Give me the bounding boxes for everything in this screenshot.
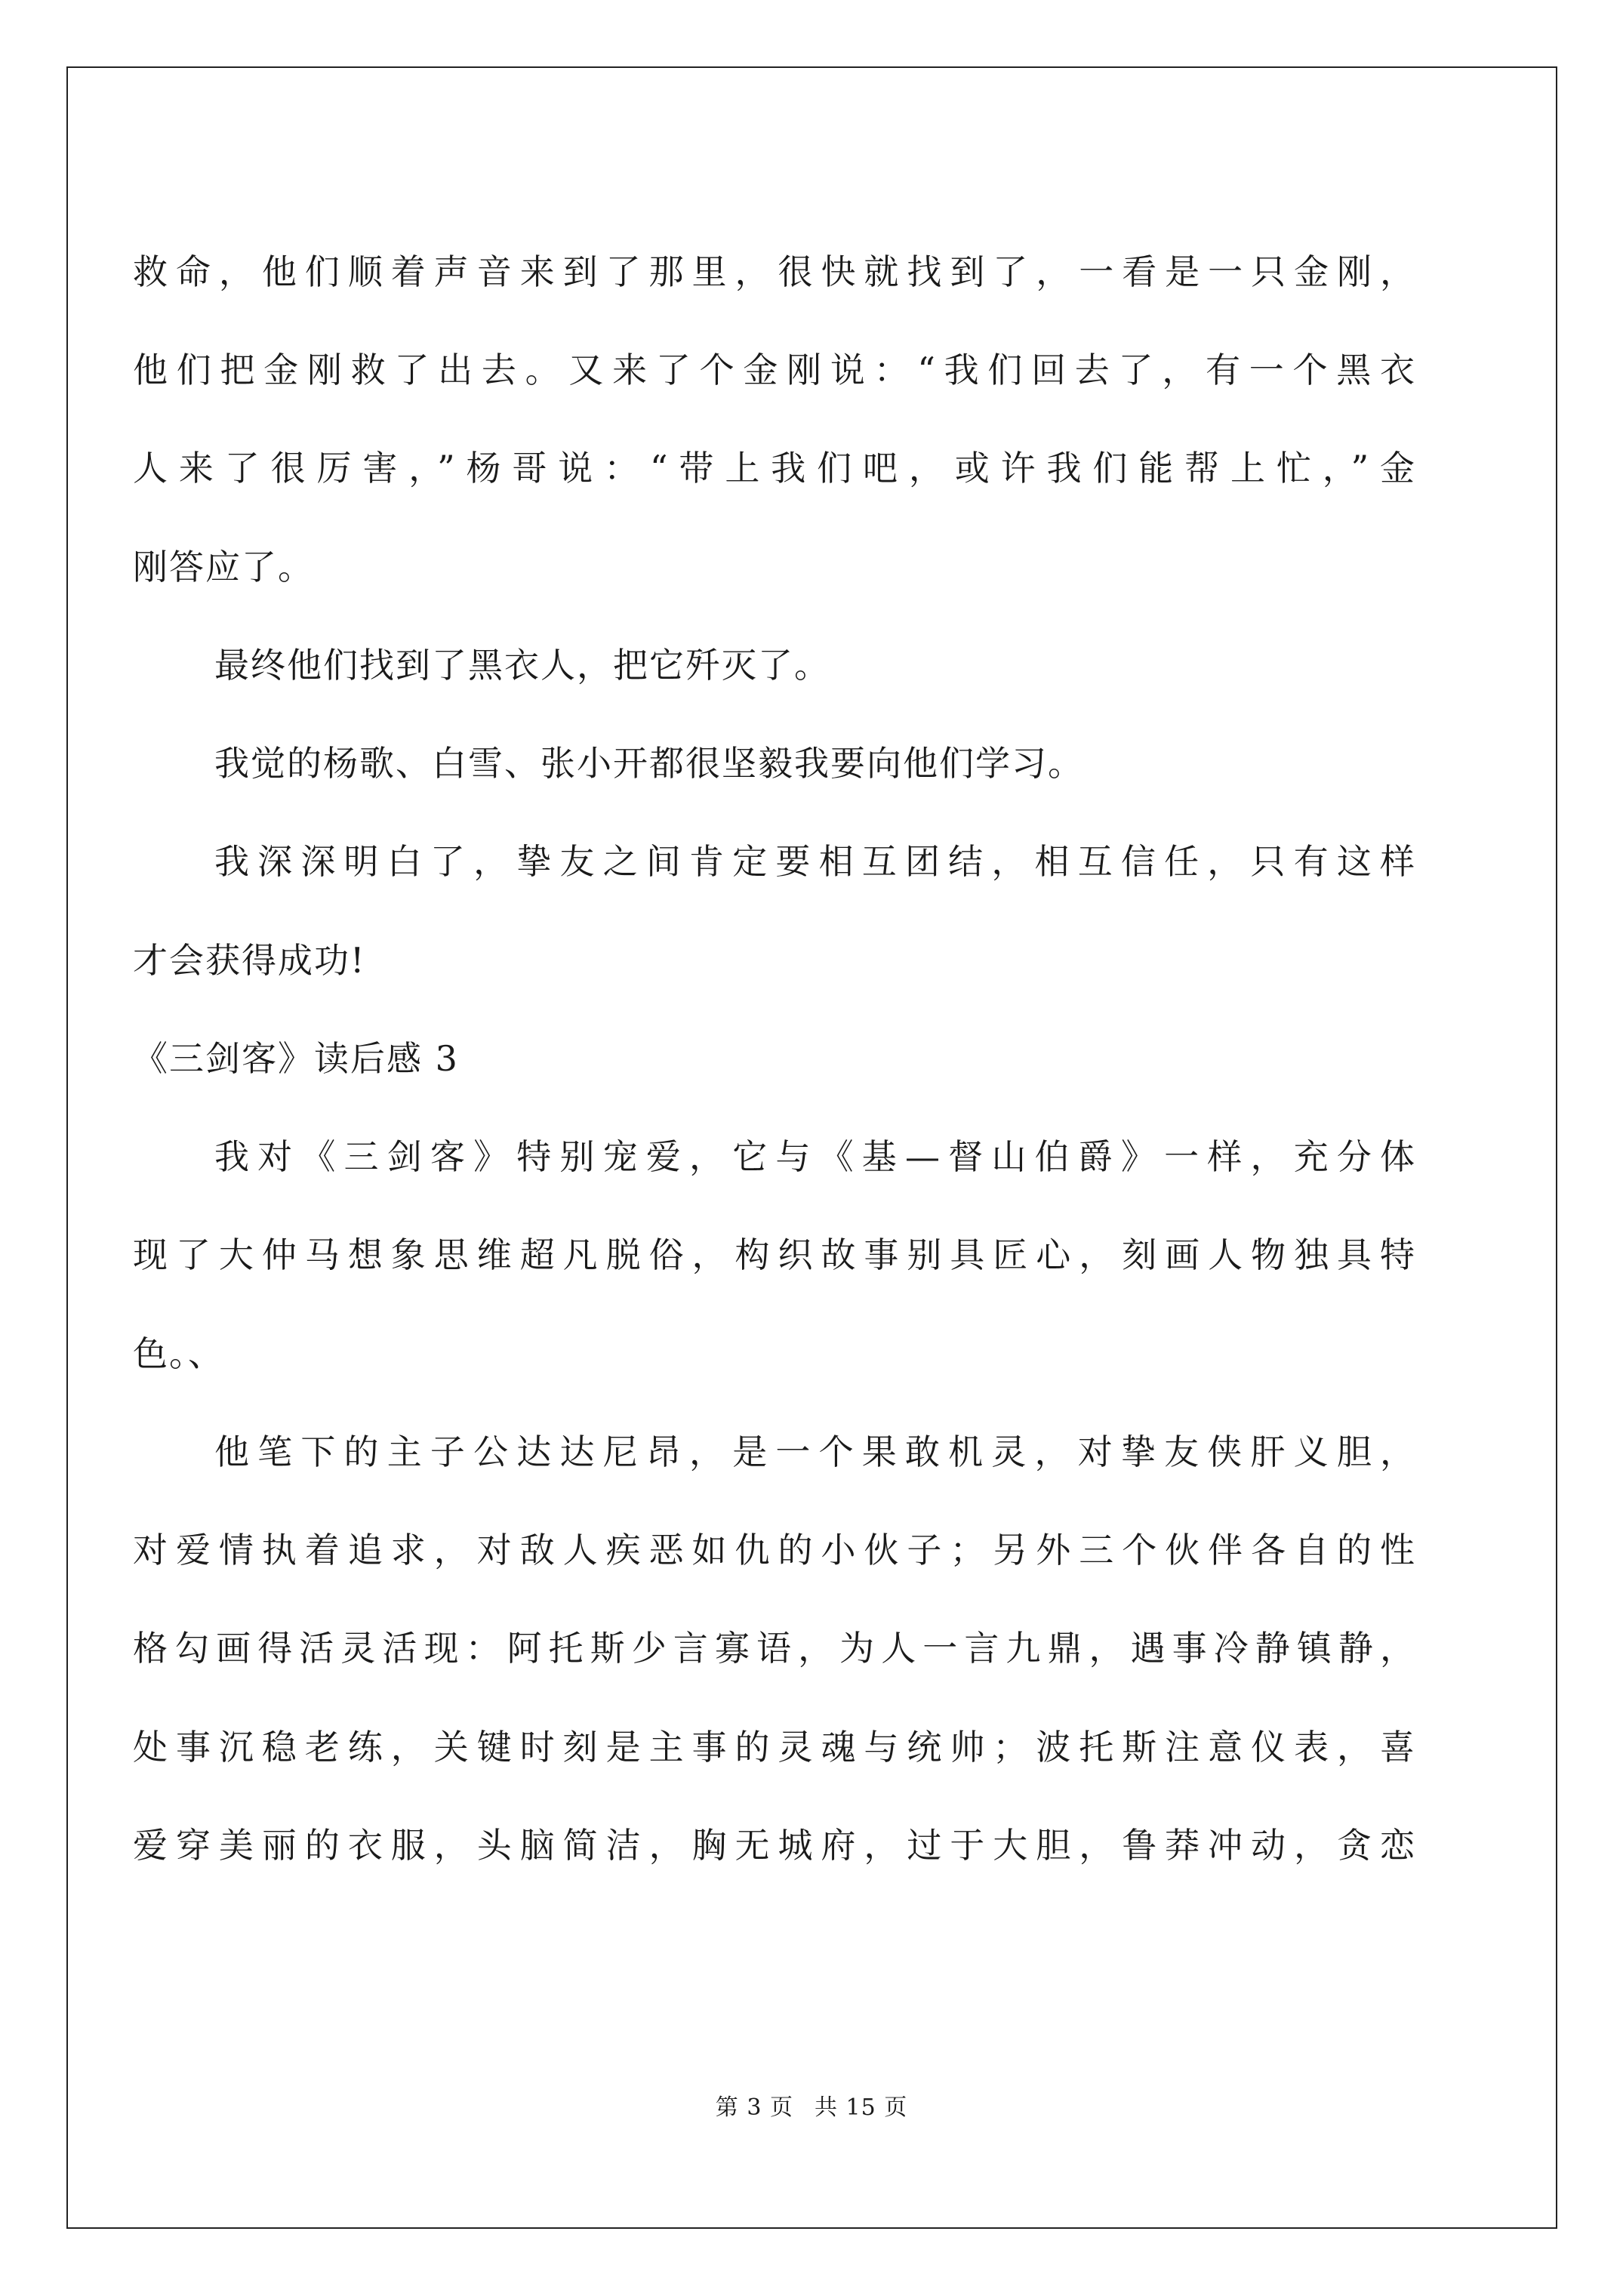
text-line: 他笔下的主子公达达尼昂，是一个果敢机灵，对挚友侠肝义胆， xyxy=(214,1432,1416,1472)
text-line: 我深深明白了，挚友之间肯定要相互团结，相互信任，只有这样 xyxy=(214,841,1416,882)
text-line: 最终他们找到了黑衣人，把它歼灭了。 xyxy=(214,645,830,686)
section-heading: 《三剑客》读后感 3 xyxy=(133,1038,459,1079)
text-line: 我对《三剑客》特别宠爱，它与《基—督山伯爵》一样，充分体 xyxy=(214,1136,1416,1177)
text-line: 我觉的杨歌、白雪、张小开都很坚毅我要向他们学习。 xyxy=(214,743,1084,784)
text-line: 处事沉稳老练，关键时刻是主事的灵魂与统帅；波托斯注意仪表，喜 xyxy=(133,1727,1416,1767)
page-footer xyxy=(0,2088,1623,2122)
text-line: 格勾画得活灵活现：阿托斯少言寡语，为人一言九鼎，遇事冷静镇静， xyxy=(133,1628,1416,1669)
text-line: 刚答应了。 xyxy=(133,547,314,587)
text-line: 救命，他们顺着声音来到了那里，很快就找到了，一看是一只金刚， xyxy=(133,251,1416,292)
page-total: 共 15 页 xyxy=(814,2094,908,2121)
text-line: 才会获得成功! xyxy=(133,940,366,981)
text-line: 爱穿美丽的衣服，头脑简洁，胸无城府，过于大胆，鲁莽冲动，贪恋 xyxy=(133,1825,1416,1866)
text-line: 色。、 xyxy=(133,1333,224,1374)
text-line: 他们把金刚救了出去。又来了个金刚说：“我们回去了，有一个黑衣 xyxy=(133,350,1416,390)
text-line: 现了大仲马想象思维超凡脱俗，构织故事别具匠心，刻画人物独具特 xyxy=(133,1234,1416,1275)
text-line: 对爱情执着追求，对敌人疾恶如仇的小伙子；另外三个伙伴各自的性 xyxy=(133,1530,1416,1570)
text-line: 人来了很厉害，”杨哥说：“带上我们吧，或许我们能帮上忙，”金 xyxy=(133,448,1416,488)
page-number: 第 3 页 xyxy=(715,2094,793,2121)
